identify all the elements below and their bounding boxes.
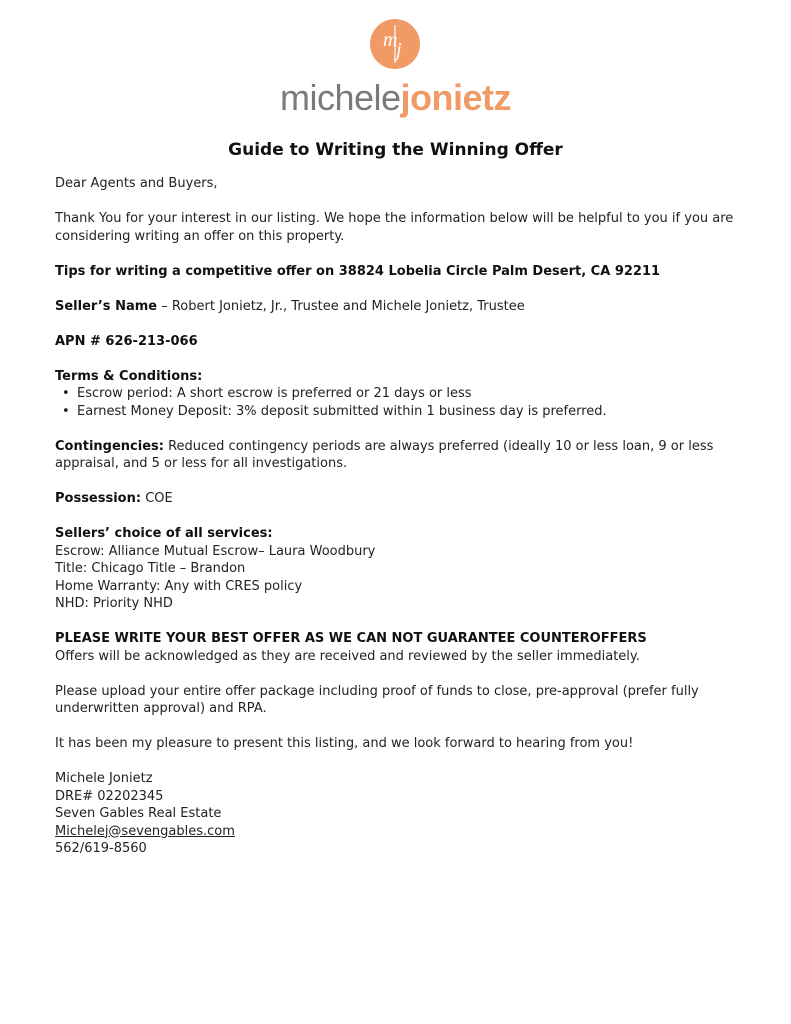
seller-line bbox=[55, 298, 745, 316]
list-item: • Earnest Money Deposit: 3% deposit submitted within 1 business day is preferred. bbox=[62, 403, 607, 419]
intro-paragraph: Thank You for your interest in our listing. We hope the information below will be helpful to you if you are considering writing an offer on this property. bbox=[55, 211, 734, 244]
document-title: Guide to Writing the Winning Offer bbox=[228, 140, 563, 160]
apn-line: APN # 626-213-066 bbox=[55, 333, 198, 349]
signature-phone: 562/619-8560 bbox=[55, 841, 147, 856]
service-line: Home Warranty: Any with CRES policy bbox=[55, 578, 303, 594]
tips-heading: Tips for writing a competitive offer on 38824 Lobelia Circle Palm Desert, CA 92211 bbox=[55, 263, 661, 279]
bullet-icon: • bbox=[62, 386, 70, 401]
logo-first-name: michele bbox=[279, 77, 401, 118]
monogram-logo-icon bbox=[369, 18, 421, 70]
list-item: • Escrow period: A short escrow is preferred or 21 days or less bbox=[62, 386, 472, 401]
contingencies-value: Reduced contingency periods are always preferred (ideally 10 or less loan, 9 or less appraisal, and 5 or less for all investigations. bbox=[55, 438, 714, 471]
terms-heading: Terms & Conditions: bbox=[55, 368, 203, 384]
document-body bbox=[55, 175, 745, 858]
possession-line bbox=[55, 490, 745, 508]
svg-text:m: m bbox=[383, 29, 398, 51]
seller-value: – Robert Jonietz, Jr., Trustee and Michele Jonietz, Trustee bbox=[157, 298, 525, 314]
signature-name: Michele Jonietz bbox=[55, 771, 153, 786]
greeting: Dear Agents and Buyers, bbox=[55, 176, 218, 191]
best-offer-text: Offers will be acknowledged as they are received and reviewed by the seller immediately. bbox=[55, 648, 640, 664]
logo-last-name: jonietz bbox=[400, 77, 512, 118]
upload-paragraph: Please upload your entire offer package including proof of funds to close, pre-approval (prefer fully underwritten approval) and RPA. bbox=[55, 683, 699, 716]
terms-list bbox=[55, 385, 745, 420]
service-line: Title: Chicago Title – Brandon bbox=[55, 561, 246, 576]
signature-dre: DRE# 02202345 bbox=[55, 788, 164, 804]
signature-email-link[interactable] bbox=[55, 823, 745, 841]
contingencies-paragraph bbox=[55, 438, 745, 473]
best-offer-heading: PLEASE WRITE YOUR BEST OFFER AS WE CAN NOT GUARANTEE COUNTEROFFERS bbox=[55, 631, 647, 646]
brand-logo bbox=[0, 14, 791, 118]
svg-text:j: j bbox=[396, 39, 402, 61]
bullet-icon: • bbox=[62, 403, 70, 419]
service-line: Escrow: Alliance Mutual Escrow– Laura Woodbury bbox=[55, 543, 376, 559]
closing-paragraph: It has been my pleasure to present this listing, and we look forward to hearing from you! bbox=[55, 736, 634, 751]
seller-label: Seller’s Name bbox=[55, 298, 158, 314]
service-line: NHD: Priority NHD bbox=[55, 596, 173, 611]
signature-company: Seven Gables Real Estate bbox=[55, 806, 222, 821]
logo-wordmark bbox=[0, 78, 791, 118]
contingencies-label: Contingencies: bbox=[55, 438, 164, 454]
possession-label: Possession: bbox=[55, 491, 142, 506]
possession-value: COE bbox=[141, 491, 173, 506]
services-heading: Sellers’ choice of all services: bbox=[55, 526, 273, 541]
email-link[interactable]: Michelej@sevengables.com bbox=[55, 823, 235, 839]
